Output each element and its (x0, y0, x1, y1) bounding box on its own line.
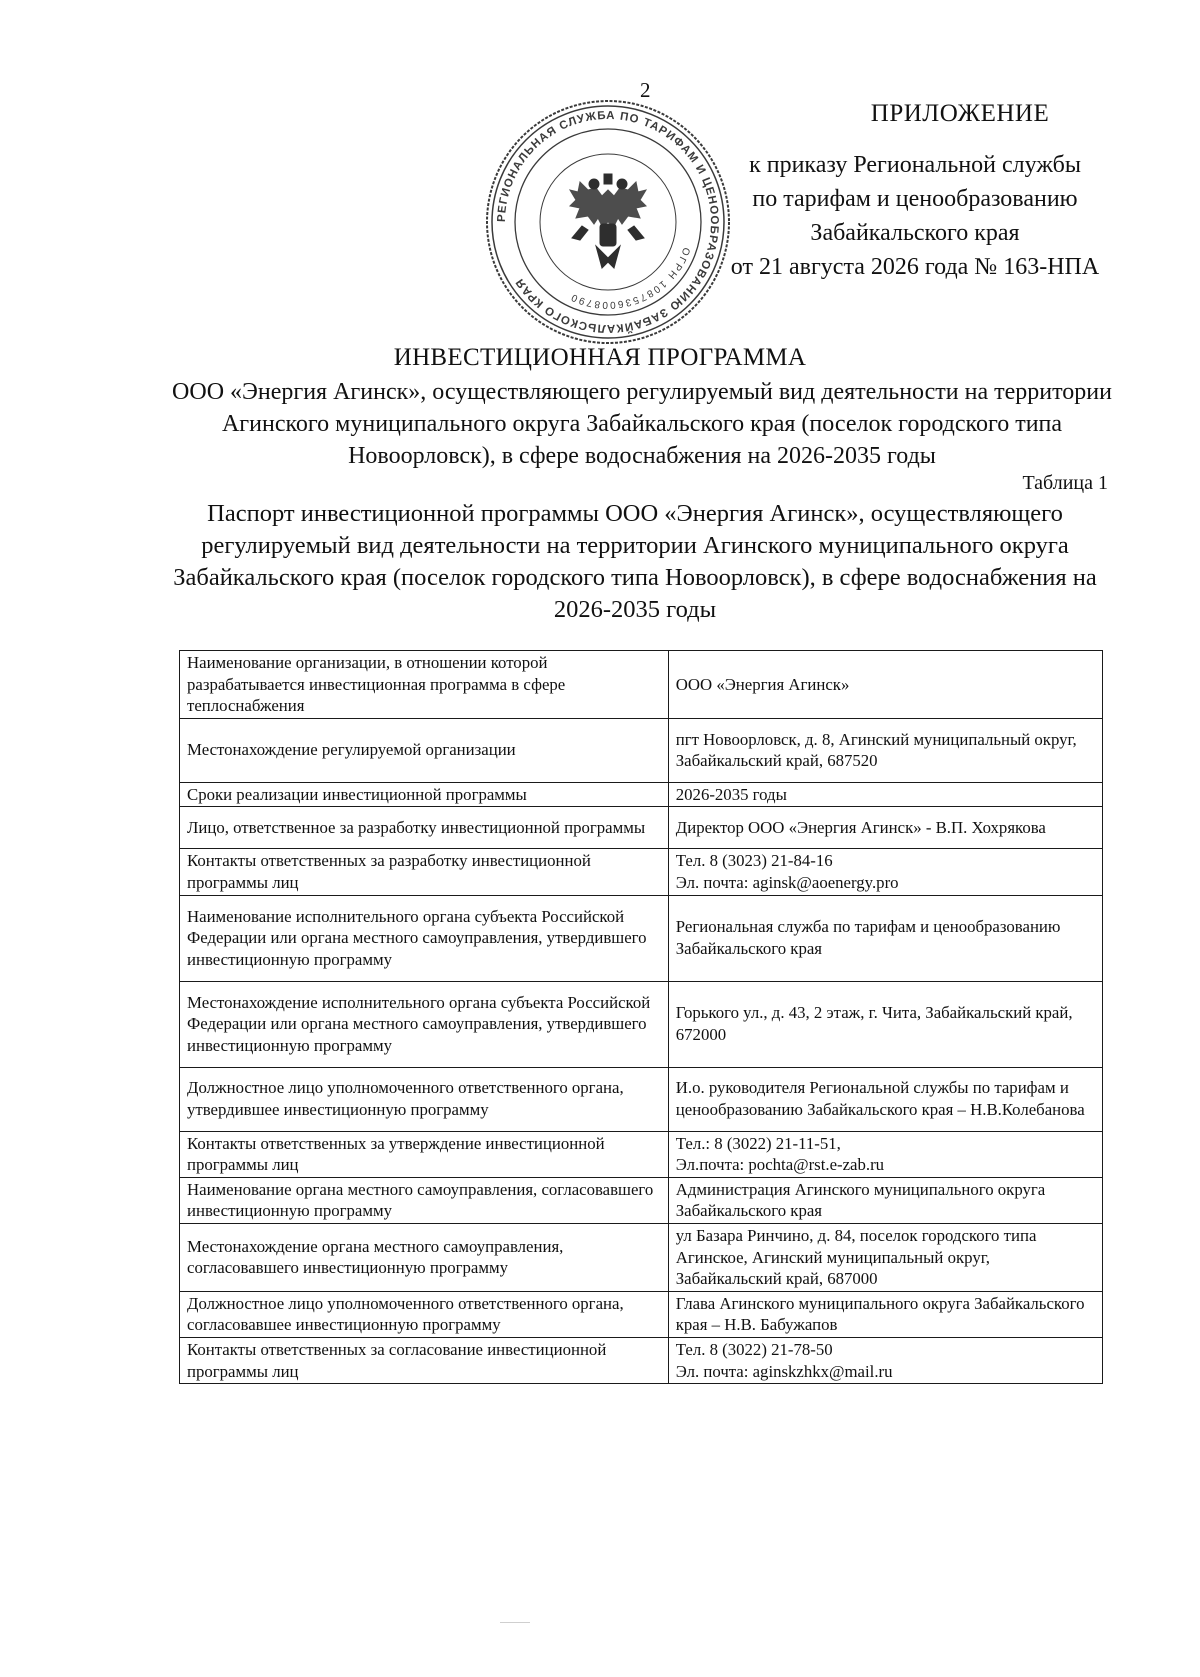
row-value: Региональная служба по тарифам и ценообразованию Забайкальского края (668, 895, 1102, 981)
table-label: Таблица 1 (1022, 472, 1108, 494)
row-label: Контакты ответственных за согласование инвестиционной программы лиц (180, 1337, 669, 1383)
double-headed-eagle-icon (570, 174, 646, 268)
row-value: Глава Агинского муниципального округа Забайкальского края – Н.В. Бабужапов (668, 1291, 1102, 1337)
table-row (180, 1223, 1103, 1291)
table-row (180, 1177, 1103, 1223)
table-row (180, 981, 1103, 1067)
table-row (180, 782, 1103, 807)
table-row (180, 807, 1103, 849)
passport-table (179, 650, 1103, 1384)
row-label: Местонахождение исполнительного органа субъекта Российской Федерации или органа местного самоуправления, утвердившего инвестиционную программу (180, 981, 669, 1067)
row-value: Тел.: 8 (3022) 21-11-51, Эл.почта: pochta@rst.e-zab.ru (668, 1131, 1102, 1177)
row-label: Должностное лицо уполномоченного ответственного органа, согласовавшее инвестиционную программу (180, 1291, 669, 1337)
appendix-block (700, 100, 1130, 284)
row-label: Должностное лицо уполномоченного ответственного органа, утвердившее инвестиционную программу (180, 1067, 669, 1131)
row-label: Сроки реализации инвестиционной программы (180, 782, 669, 807)
appendix-line: по тарифам и ценообразованию (752, 186, 1078, 212)
official-seal-stamp (484, 98, 732, 346)
row-value: Горького ул., д. 43, 2 этаж, г. Чита, Забайкальский край, 672000 (668, 981, 1102, 1067)
appendix-line: от 21 августа 2026 года № 163-НПА (730, 254, 1100, 280)
table-row (180, 1131, 1103, 1177)
document-subtitle: ООО «Энергия Агинск», осуществляющего регулируемый вид деятельности на территории Агинского муниципального округа Забайкальского края (поселок городского типа Новоорловск), в сфере водоснабжения на 2026-2035 годы (172, 379, 1112, 469)
document-title: ИНВЕСТИЦИОННАЯ ПРОГРАММА (393, 344, 807, 371)
row-value: ул Базара Ринчино, д. 84, поселок городского типа Агинское, Агинский муниципальный округ, Забайкальский край, 687000 (668, 1223, 1102, 1291)
row-value: Тел. 8 (3022) 21-78-50 Эл. почта: aginskzhkx@mail.ru (668, 1337, 1102, 1383)
row-label: Наименование исполнительного органа субъекта Российской Федерации или органа местного самоуправления, утвердившего инвестиционную программу (180, 895, 669, 981)
row-label: Местонахождение органа местного самоуправления, согласовавшего инвестиционную программу (180, 1223, 669, 1291)
row-value: ООО «Энергия Агинск» (668, 651, 1102, 719)
appendix-line: к приказу Региональной службы (749, 152, 1081, 178)
table-row (180, 895, 1103, 981)
row-value: Директор ООО «Энергия Агинск» - В.П. Хохрякова (668, 807, 1102, 849)
table-row (180, 718, 1103, 782)
scan-mark (500, 1622, 530, 1623)
row-label: Контакты ответственных за разработку инвестиционной программы лиц (180, 849, 669, 895)
appendix-heading: ПРИЛОЖЕНИЕ (870, 100, 1050, 127)
seal-inner-text: ОГРН 1087536008790 (568, 245, 692, 311)
appendix-line: Забайкальского края (810, 220, 1020, 246)
row-value: Тел. 8 (3023) 21-84-16 Эл. почта: aginsk@aoenergy.pro (668, 849, 1102, 895)
row-value: пгт Новоорловск, д. 8, Агинский муниципальный округ, Забайкальский край, 687520 (668, 718, 1102, 782)
row-label: Контакты ответственных за утверждение инвестиционной программы лиц (180, 1131, 669, 1177)
row-label: Местонахождение регулируемой организации (180, 718, 669, 782)
row-value: И.о. руководителя Региональной службы по тарифам и ценообразованию Забайкальского края – Н.В.Колебанова (668, 1067, 1102, 1131)
passport-title: Паспорт инвестиционной программы ООО «Энергия Агинск», осуществляющего регулируемый вид деятельности на территории Агинского муниципального округа Забайкальского края (поселок городского типа Новоорловск), в сфере водоснабжения на 2026-2035 годы (173, 500, 1097, 623)
passport-table-body (180, 651, 1103, 1384)
table-row (180, 1337, 1103, 1383)
row-label: Наименование органа местного самоуправления, согласовавшего инвестиционную программу (180, 1177, 669, 1223)
table-row (180, 1067, 1103, 1131)
table-row (180, 651, 1103, 719)
table-row (180, 1291, 1103, 1337)
table-row (180, 849, 1103, 895)
row-label: Лицо, ответственное за разработку инвестиционной программы (180, 807, 669, 849)
row-value: Администрация Агинского муниципального округа Забайкальского края (668, 1177, 1102, 1223)
seal-outer-text: РЕГИОНАЛЬНАЯ СЛУЖБА ПО ТАРИФАМ И ЦЕНООБРАЗОВАНИЮ ЗАБАЙКАЛЬСКОГО КРАЯ (495, 109, 721, 335)
row-value: 2026-2035 годы (668, 782, 1102, 807)
row-label: Наименование организации, в отношении которой разрабатывается инвестиционная программа в сфере теплоснабжения (180, 651, 669, 719)
page-number: 2 (640, 78, 651, 102)
